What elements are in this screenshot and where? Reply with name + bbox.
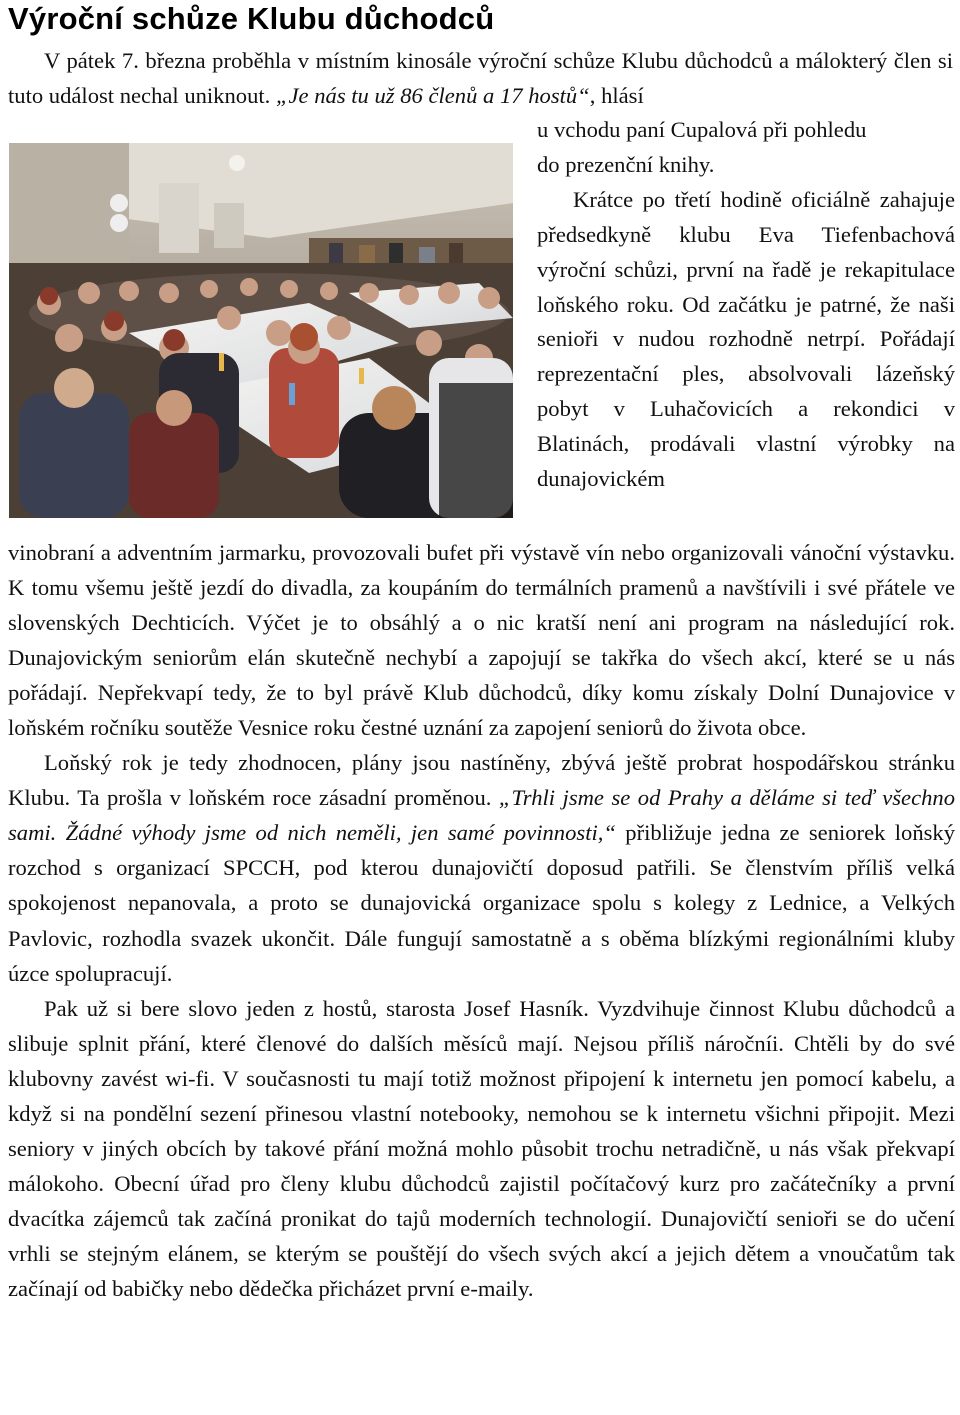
side-line: u vchodu paní Cupalová při pohledu (537, 117, 867, 142)
side-line: do prezenční knihy. (537, 151, 715, 177)
finances-text: Loňský rok je tedy zhodnocen, plány jsou nastíněny, zbývá ještě probrat hospodářskou stránku Klubu. Ta prošla v loňském roce zásadní proměnou. (8, 750, 955, 811)
finances-text-end: přibližuje jedna ze seniorek loňský rozchod s organizací SPCCH, pod kterou dunajovičtí doposud patřili. Se členstvím příliš velká spokojenost nepanovala, a proto se dunajovická organizace spolu s kolegy z Lednice, a Velkých Pavlovic, rozhodla svazek ukončit. Dále fungují samostatně a s oběma blízkými regionálními kluby úzce spolupracují. (8, 820, 955, 986)
side-paragraph: Krátce po třetí hodině oficiálně zahajuje předsedkyně klubu Eva Tiefenbachová výroční schůzi, první na řadě je rekapitulace loňského roku. Od začátku je patrné, že naši senioři v nudou rozhodně netrpí. Pořádají reprezentační ples, absolvovali lázeňský pobyt v Luhačovicích a rekondici v Blatinách, prodávali vlastní výrobky na dunajovickém (537, 186, 955, 492)
quote-guests: „Je nás tu už 86 členů a 17 hostů“ (275, 83, 590, 108)
paragraph-mayor: Pak už si bere slovo jeden z hostů, starosta Josef Hasník. Vyzdvihuje činnost Klubu důchodců a slibuje splnit přání, které členové do dalších měsíců mají. Nejsou příliš náročníi. Chtěli by do své klubovny zavést wi-fi. V současnosti tu mají totiž možnost připojení k internetu jen pomocí kabelu, a když si na pondělní sezení přinesou vlastní notebooky, nemohou se k internetu všichni připojit. Mezi seniory v jiných obcích by takové přání možná mohlo působit trochu netradičně, u nás však překvapí málokoho. Obecní úřad pro členy klubu důchodců zajistil počítačový kurz pro začátečníky a první dvacítka zájemců tak začíná pronikat do tajů moderních technologií. Dunajovičtí senioři se do učení vrhli se stejným elánem, se kterým se pouštějí do všech svých akcí a jejich dětem a vnoučatům tak začínají od babičky nebo dědečka přicházet první e-maily. (8, 995, 955, 1301)
intro-paragraph (8, 43, 953, 113)
article-title: Výroční schůze Klubu důchodců (8, 1, 495, 36)
paragraph-activities: vinobraní a adventním jarmarku, provozovali bufet při výstavě vín nebo organizovali vánoční výstavku. K tomu všemu ještě jezdí do divadla, za koupáním do termálních pramenů a navštívili i své přátele ve slovenských Dechticích. Výčet je to obsáhlý a o nic kratší není ani program na následující rok. Dunajovickým seniorům elán skutečně nechybí a zapojují se takřka do všech akcí, které se u nás pořádají. Nepřekvapí tedy, že to byl právě Klub důchodců, díky komu získaly Dolní Dunajovice v loňském ročníku soutěže Vesnice roku čestné uznání za zapojení seniorů do života obce. (8, 540, 955, 741)
quote-seniors: „Trhli jsme se od Prahy a děláme si teď všechno sami. Žádné výhody jsme od nich neměli, jen samé povinnosti,“ (8, 785, 955, 846)
meeting-photo (9, 143, 513, 518)
main-text (8, 535, 955, 1306)
intro-text: V pátek 7. března proběhla v místním kinosále výroční schůze Klubu důchodců a málokterý člen si tuto událost nechal uniknout. (8, 48, 953, 108)
side-column (537, 113, 955, 497)
paragraph-finances (8, 745, 955, 990)
intro-text-end: , hlásí (589, 83, 644, 108)
